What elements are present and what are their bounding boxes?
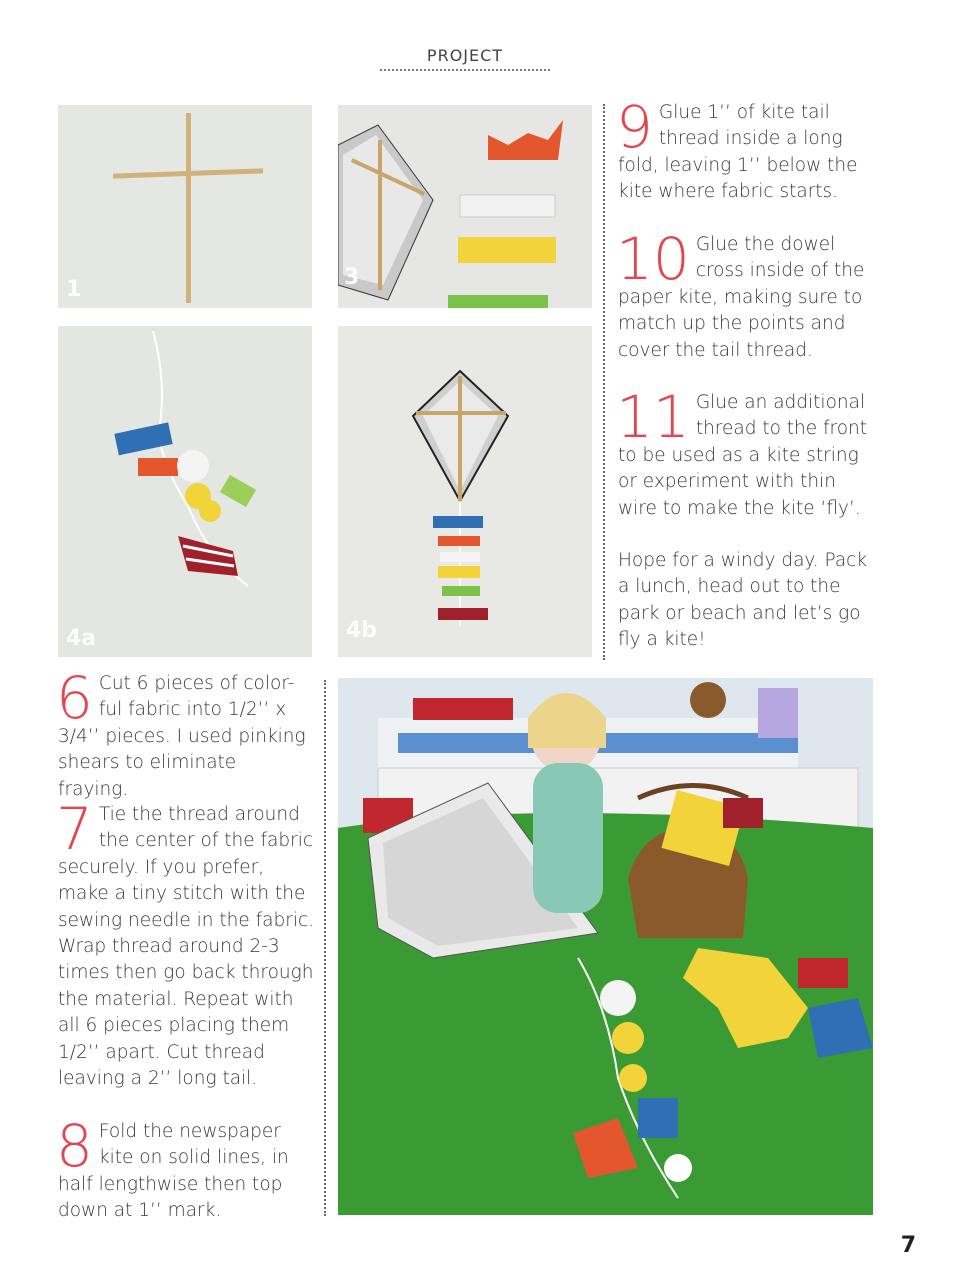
finished-kite-image — [338, 326, 592, 657]
step-number: 9 — [616, 93, 653, 161]
photo-step-4a — [58, 326, 312, 657]
step-text: Cut 6 pieces of color-ful fabric into 1/2’’ x 3/4’’ pieces. I used pinking shears to eliminate fraying. — [58, 673, 306, 800]
closing-paragraph — [618, 548, 876, 654]
photo-label: 3 — [344, 265, 360, 290]
kite-fabric-image — [338, 105, 592, 308]
dowel-cross-image — [58, 105, 312, 308]
step-11 — [616, 383, 876, 522]
page-number: 7 — [900, 1233, 916, 1258]
step-text: Fold the newspaper kite on solid lines, in half lengthwise then top down at 1’’ mark. — [58, 1121, 289, 1222]
step-text: Glue the dowel cross inside of the paper kite, making sure to match up the points and cover the tail thread. — [618, 234, 865, 361]
step-text: Tie the thread around the center of the fabric securely. If you prefer, make a tiny stitch with the sewing needle in the fabric. Wrap thread around 2-3 times then go back through the material. Repeat with all 6 pieces placing them 1/2’’ apart. Cut thread leaving a 2’’ long tail. — [58, 804, 315, 1090]
step-8 — [56, 1112, 314, 1225]
step-9 — [616, 93, 876, 206]
photo-step-3 — [338, 105, 592, 308]
closing-text: Hope for a windy day. Pack a lunch, head out to the park or beach and let’s go fly a kite! — [618, 550, 868, 651]
photo-step-4b — [338, 326, 592, 657]
photo-label: 4b — [346, 618, 378, 643]
step-6 — [56, 664, 312, 803]
photo-label: 4a — [66, 626, 97, 651]
step-text: Glue 1’’ of kite tail thread inside a long fold, leaving 1’’ below the kite where fabric starts. — [618, 102, 858, 203]
column-divider-bottom — [324, 680, 326, 1216]
doll-kite-scene-image — [338, 678, 873, 1215]
step-number: 8 — [56, 1112, 93, 1180]
column-divider-top — [603, 104, 605, 660]
step-number: 11 — [616, 383, 690, 451]
kite-tail-image — [58, 326, 312, 657]
photo-doll-with-kite — [338, 678, 873, 1215]
photo-step-1 — [58, 105, 312, 308]
step-number: 7 — [56, 795, 93, 863]
section-header: PROJECT — [380, 46, 550, 71]
step-number: 10 — [616, 225, 690, 293]
step-10 — [616, 225, 876, 364]
step-number: 6 — [56, 664, 93, 732]
photo-label: 1 — [66, 277, 82, 302]
step-text: Glue an additional thread to the front to be used as a kite string or experiment with thin wire to make the kite ‘fly’. — [618, 392, 868, 519]
step-7 — [56, 795, 315, 1092]
